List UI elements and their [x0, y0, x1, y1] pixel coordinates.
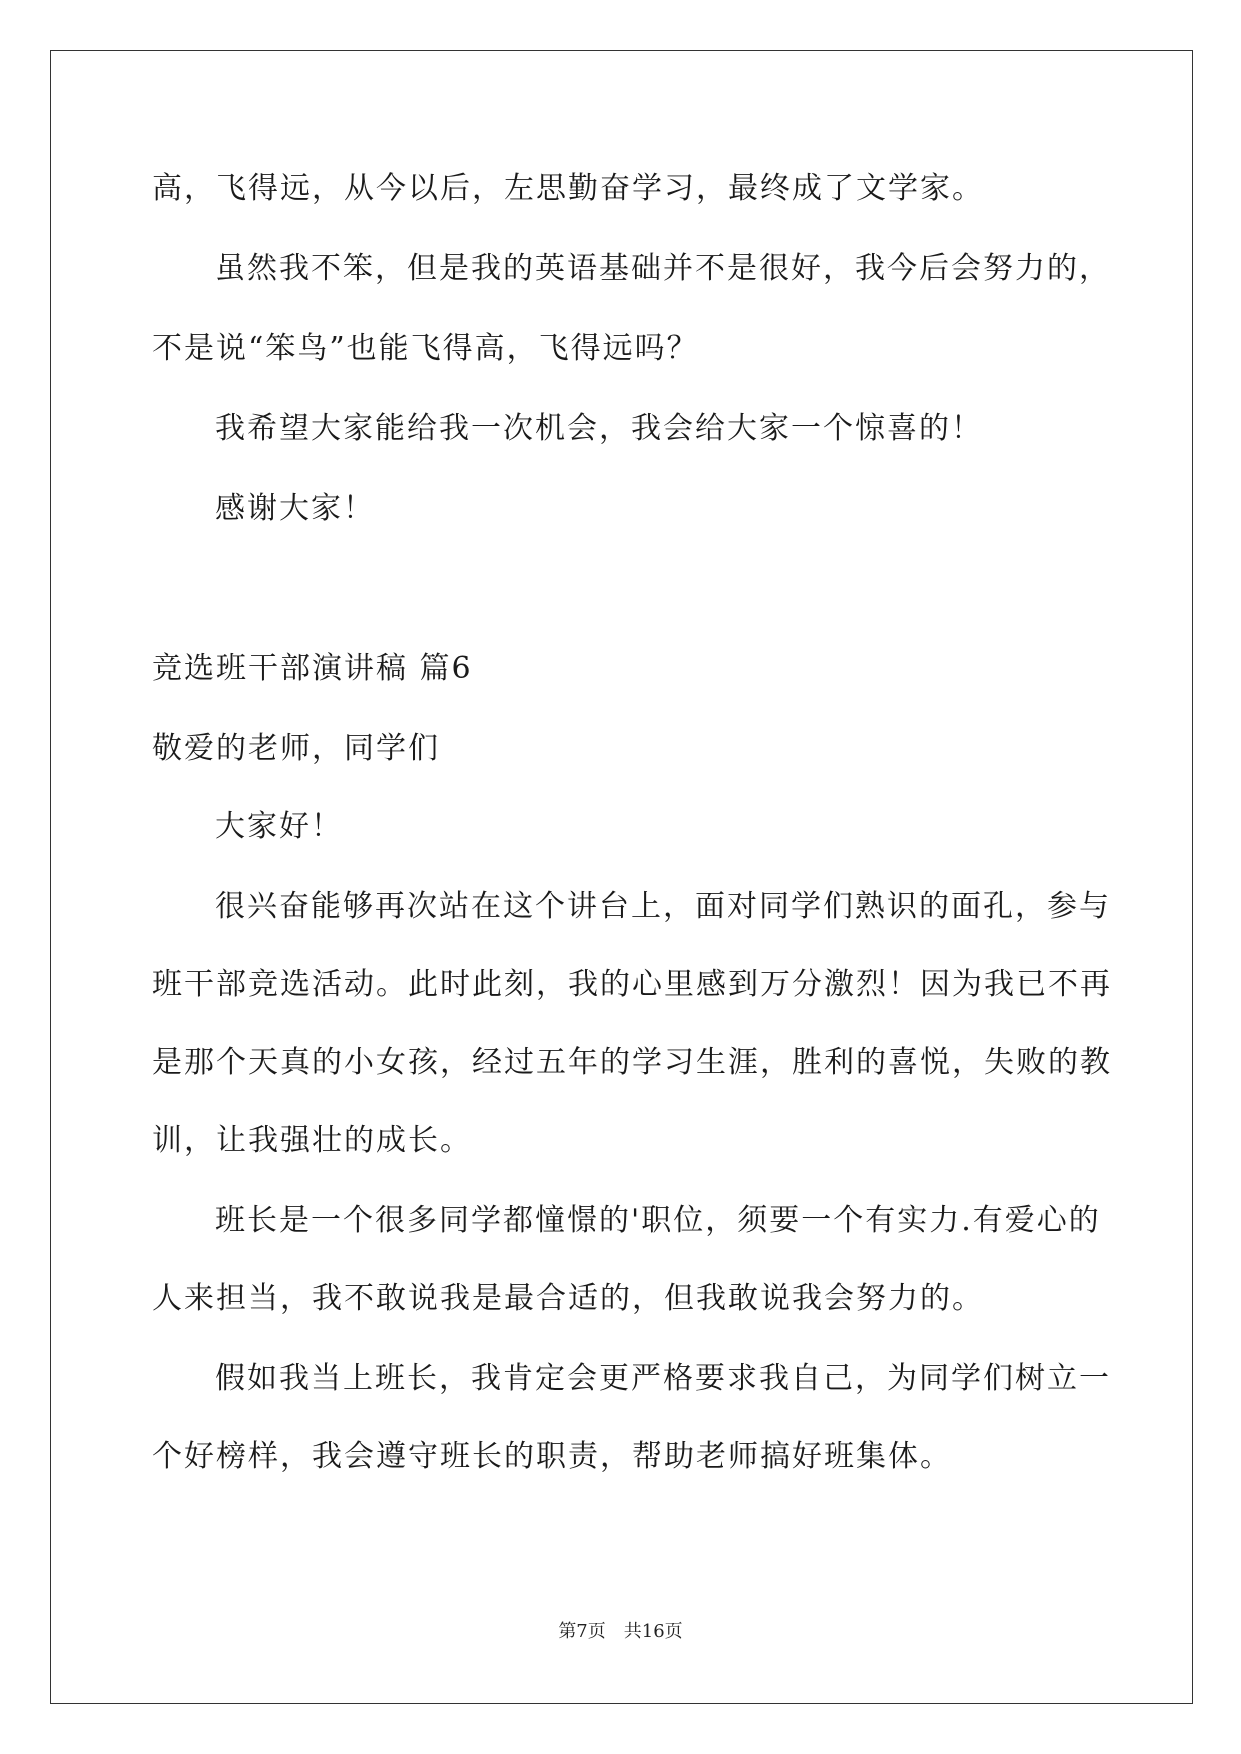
text-line: 是那个天真的小女孩，经过五年的学习生涯，胜利的喜悦，失败的教 — [152, 1045, 1112, 1080]
paragraph-line: 感谢大家！ — [215, 491, 375, 526]
text-line: 人来担当，我不敢说我是最合适的，但我敢说我会努力的。 — [152, 1281, 984, 1316]
text-line: 班干部竞选活动。此时此刻，我的心里感到万分激烈！因为我已不再 — [152, 967, 1112, 1002]
text-line: 高，飞得远，从今以后，左思勤奋学习，最终成了文学家。 — [152, 171, 984, 206]
paragraph-line: 假如我当上班长，我肯定会更严格要求我自己，为同学们树立一 — [215, 1361, 1111, 1396]
paragraph-line: 很兴奋能够再次站在这个讲台上，面对同学们熟识的面孔，参与 — [215, 889, 1111, 924]
greeting: 大家好！ — [215, 809, 343, 844]
salutation: 敬爱的老师，同学们 — [152, 731, 440, 766]
page-number: 第7页 共16页 — [558, 1621, 683, 1642]
paragraph-line: 我希望大家能给我一次机会，我会给大家一个惊喜的！ — [215, 411, 983, 446]
paragraph-line: 班长是一个很多同学都憧憬的'职位，须要一个有实力.有爱心的 — [215, 1203, 1101, 1238]
paragraph-line: 虽然我不笨，但是我的英语基础并不是很好，我今后会努力的， — [215, 251, 1111, 286]
section-heading: 竞选班干部演讲稿 篇6 — [152, 651, 473, 686]
text-line: 个好榜样，我会遵守班长的职责，帮助老师搞好班集体。 — [152, 1439, 952, 1474]
text-line: 不是说“笨鸟”也能飞得高，飞得远吗？ — [152, 331, 699, 366]
text-line: 训，让我强壮的成长。 — [152, 1123, 472, 1158]
